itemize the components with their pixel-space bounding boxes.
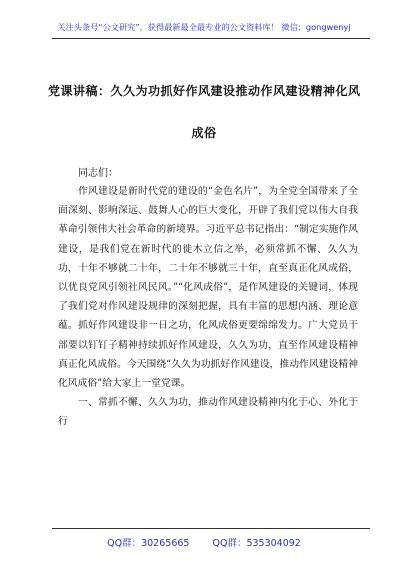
body-paragraph: 作风建设是新时代党的建设的“金色名片”，为全党全国带来了全面深刻、影响深远、鼓舞人心的巨大变化，开辟了我们党以伟大自我革命引领伟大社会革命的新境界。习近平总书记指出：“制定实施作风建设，是我们党在新时代的徙木立信之举，必须常抓不懈、久久为功，十年不够就二十年，二十年不够就三十年，直至真正化风成俗，以优良党风引领社风民风。”“化风成俗”，是作风建设的关键词，体现了我们党对作风建设规律的深刻把握，具有丰富的思想内涵、理论意蕴。抓好作风建设非一日之功，化风成俗更要绵绵发力。广大党员干部要以钉钉子精神持续抓好作风建设，久久为功，直至作风建设精神真正化风成俗。今天围绕“久久为功抓好作风建设，推动作风建设精神化风成俗”给大家上一堂党课。 [58,186,358,390]
header-text: 关注头条号“公文研究”，获得最新最全最专业的公文资料库！ 微信：gongwenyj [57,22,351,32]
header-divider [52,38,370,39]
page-header [0,22,408,33]
page-footer [0,535,408,549]
footer-divider [52,528,370,529]
document-title-line-2: 成俗 [191,126,217,140]
footer-qq-group-2: QQ群：535304092 [212,538,301,549]
document-body [58,182,358,432]
document-title-line-1: 党课讲稿：久久为功抓好作风建设推动作风建设精神化风 [48,84,361,98]
greeting: 同志们： [78,168,118,179]
footer-qq-group-1: QQ群：30265665 [107,538,190,549]
section-heading: 一、常抓不懈、久久为功，推动作风建设精神内化于心、外化于行 [58,397,358,428]
